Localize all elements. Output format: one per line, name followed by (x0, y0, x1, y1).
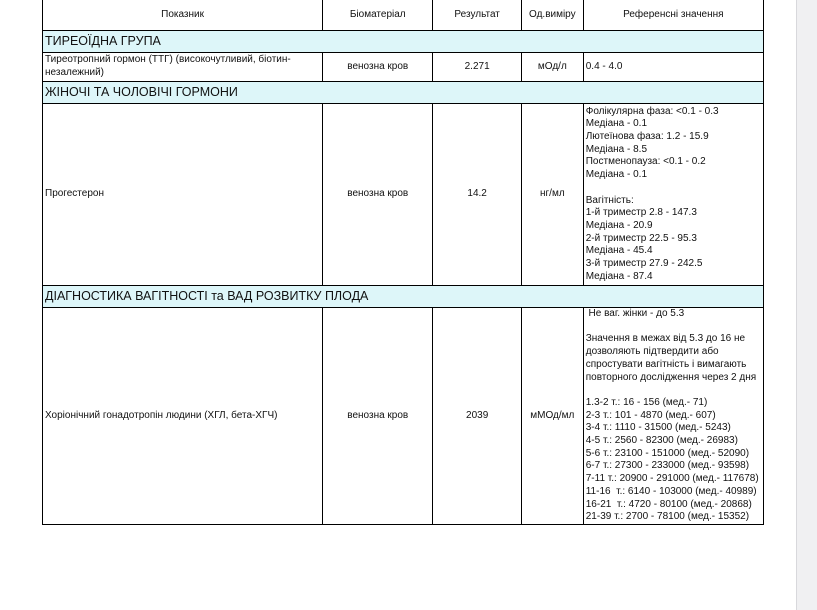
reference-line: 2-й триместр 22.5 - 95.3 (585, 232, 697, 244)
cell-indicator: Прогестерон (43, 104, 323, 286)
section-row-pregnancy (43, 286, 764, 308)
header-reference: Референсні значення (583, 0, 763, 31)
reference-line: 7-11 т.: 20900 - 291000 (мед.- 117678) (585, 473, 759, 485)
header-unit: Од.виміру (521, 0, 583, 31)
cell-biomaterial: венозна кров (323, 53, 433, 82)
reference-line: 2-3 т.: 101 - 4870 (мед.- 607) (585, 409, 716, 421)
table-header-row (43, 0, 764, 31)
cell-reference (583, 53, 763, 82)
section-title-pregnancy: ДІАГНОСТИКА ВАГІТНОСТІ та ВАД РОЗВИТКУ ПЛОДА (43, 286, 764, 308)
reference-line: 3-й триместр 27.9 - 242.5 (585, 258, 703, 270)
table-row-progesterone (43, 104, 764, 286)
reference-line: 1-й триместр 2.8 - 147.3 (585, 207, 697, 219)
cell-indicator: Тиреотропний гормон (ТТГ) (високочутливий, біотин-незалежний) (43, 53, 323, 82)
table-row-tsh (43, 53, 764, 82)
section-title-hormones: ЖІНОЧІ ТА ЧОЛОВІЧІ ГОРМОНИ (43, 82, 764, 104)
reference-line: 6-7 т.: 27300 - 233000 (мед.- 93598) (585, 460, 750, 472)
reference-line: Не ваг. жінки - до 5.3 (585, 308, 685, 319)
reference-line: Медіана - 0.1 (585, 169, 648, 181)
cell-reference (583, 308, 763, 525)
page-edge (796, 0, 817, 610)
reference-line: Медіана - 0.1 (585, 118, 648, 130)
cell-unit: мМОд/мл (521, 308, 583, 525)
cell-biomaterial: венозна кров (323, 104, 433, 286)
reference-line: 16-21 т.: 4720 - 80100 (мед.- 20868) (585, 498, 752, 510)
reference-line: 3-4 т.: 1110 - 31500 (мед.- 5243) (585, 422, 731, 434)
reference-line: Постменопауза: <0.1 - 0.2 (585, 156, 706, 168)
reference-line: 1.3-2 т.: 16 - 156 (мед.- 71) (585, 396, 708, 408)
cell-unit: мОд/л (521, 53, 583, 82)
cell-biomaterial: венозна кров (323, 308, 433, 525)
reference-line: Медіана - 8.5 (585, 143, 648, 155)
reference-line: Медіана - 20.9 (585, 219, 653, 231)
reference-line: 4-5 т.: 2560 - 82300 (мед.- 26983) (585, 435, 738, 447)
cell-reference (583, 104, 763, 286)
reference-line (586, 384, 761, 397)
reference-line: Медіана - 87.4 (585, 270, 653, 282)
reference-line (586, 321, 761, 334)
reference-line: Значення в межах від 5.3 до 16 не дозволяють підтвердити або спростувати вагітність і вимагають повторного дослідження через 2 дня (585, 333, 757, 383)
lab-results-table (42, 0, 764, 525)
reference-line: Вагітність: (585, 194, 634, 206)
cell-result: 14.2 (433, 104, 522, 286)
section-title-thyroid: ТИРЕОЇДНА ГРУПА (43, 31, 764, 53)
reference-line: 21-39 т.: 2700 - 78100 (мед.- 15352) (585, 511, 750, 523)
reference-line: Медіана - 45.4 (585, 245, 653, 257)
header-indicator: Показник (43, 0, 323, 31)
table-row-hcg (43, 308, 764, 525)
header-result: Результат (433, 0, 522, 31)
reference-line: Фолікулярна фаза: <0.1 - 0.3 (585, 105, 719, 117)
reference-line: 0.4 - 4.0 (585, 60, 623, 72)
cell-unit: нг/мл (521, 104, 583, 286)
cell-indicator: Хоріонічний гонадотропін людини (ХГЛ, бета-ХГЧ) (43, 308, 323, 525)
reference-line (586, 182, 761, 195)
section-row-thyroid (43, 31, 764, 53)
header-biomaterial: Біоматеріал (323, 0, 433, 31)
reference-line: 11-16 т.: 6140 - 103000 (мед.- 40989) (585, 485, 757, 497)
section-row-hormones (43, 82, 764, 104)
cell-result: 2.271 (433, 53, 522, 82)
reference-line: Лютеїнова фаза: 1.2 - 15.9 (585, 130, 709, 142)
reference-line: 5-6 т.: 23100 - 151000 (мед.- 52090) (585, 447, 750, 459)
cell-result: 2039 (433, 308, 522, 525)
